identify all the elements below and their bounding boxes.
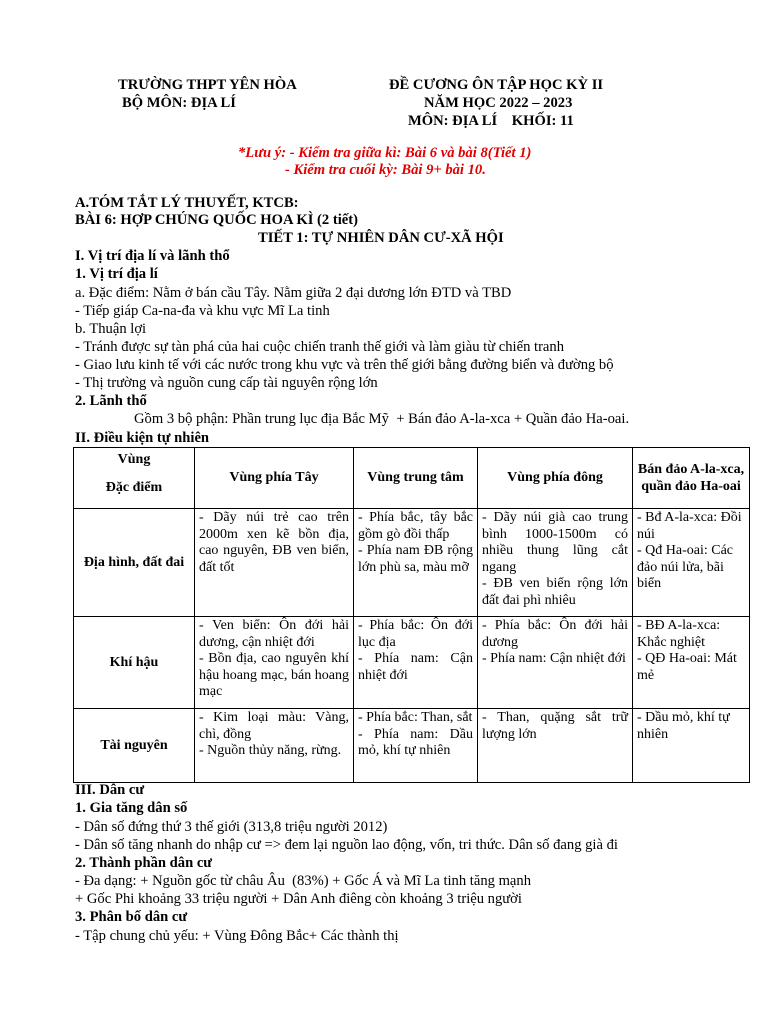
cell-line: - Nguồn thủy năng, rừng. bbox=[199, 743, 342, 758]
cell-line: - Phía bắc: Ôn đới hải dương bbox=[482, 618, 628, 650]
cell-line: - Phía bắc, tây bắc gồm gò đồi thấp bbox=[358, 510, 473, 542]
cell-line: - Bồn địa, cao nguyên khí hậu hoang mạc, bán hoang mạc bbox=[199, 651, 349, 699]
subsection-distribution: 3. Phân bố dân cư bbox=[75, 909, 188, 925]
column-header-central: Vùng trung tâm bbox=[354, 448, 478, 509]
cell-line: - Phía bắc: Ôn đới lục địa bbox=[358, 618, 473, 650]
table-cell bbox=[354, 709, 478, 783]
table-cell: - Than, quặng sắt trữ lượng lớn bbox=[478, 709, 633, 783]
paragraph-composition-1: - Đa dạng: + Nguồn gốc từ châu Âu (83%) + Gốc Á và Mĩ La tinh tăng mạnh bbox=[75, 873, 531, 889]
subsection-growth: 1. Gia tăng dân số bbox=[75, 800, 188, 816]
paragraph-advantage-1: - Tránh được sự tàn phá của hai cuộc chiến tranh thế giới và làm giàu từ chiến tranh bbox=[75, 339, 564, 355]
cell-line: - Ven biển: Ôn đới hải dương, cận nhiệt đới bbox=[199, 618, 349, 650]
table-row bbox=[74, 617, 750, 709]
row-header-resources: Tài nguyên bbox=[74, 709, 195, 783]
section-1-heading: I. Vị trí địa lí và lãnh thổ bbox=[75, 248, 230, 264]
corner-feature-label: Đặc điểm bbox=[105, 479, 163, 495]
cell-line: - Kim loại màu: Vàng, chì, đồng bbox=[199, 710, 349, 742]
column-header-alaska-hawaii: Bán đảo A-la-xca, quần đảo Ha-oai bbox=[633, 448, 750, 509]
paragraph-advantage-3: - Thị trường và nguồn cung cấp tài nguyên rộng lớn bbox=[75, 375, 378, 391]
cell-line: - Phía nam ĐB rộng lớn phù sa, màu mỡ bbox=[358, 543, 473, 575]
column-header-east: Vùng phía đông bbox=[478, 448, 633, 509]
cell-line: - Bđ A-la-xca: Đồi núi bbox=[637, 510, 742, 542]
paragraph-borders: - Tiếp giáp Ca-na-đa và khu vực Mĩ La tinh bbox=[75, 303, 330, 319]
cell-line: - BĐ A-la-xca: Khắc nghiệt bbox=[637, 618, 721, 650]
cell-line: - ĐB ven biển rộng lớn đất đai phì nhiêu bbox=[482, 576, 628, 608]
subsection-composition: 2. Thành phần dân cư bbox=[75, 855, 213, 871]
paragraph-composition-2: + Gốc Phi khoảng 33 triệu người + Dân Anh điêng còn khoảng 3 triệu người bbox=[75, 891, 522, 907]
paragraph-territory: Gồm 3 bộ phận: Phần trung lục địa Bắc Mỹ + Bán đảo A-la-xca + Quần đảo Ha-oai. bbox=[134, 411, 630, 427]
section-3-heading: III. Dân cư bbox=[75, 782, 145, 798]
table-cell bbox=[633, 509, 750, 617]
period-heading: TIẾT 1: TỰ NHIÊN DÂN CƯ-XÃ HỘI bbox=[258, 230, 504, 246]
paragraph-distribution: - Tập chung chủ yếu: + Vùng Đông Bắc+ Các thành thị bbox=[75, 928, 399, 944]
natural-conditions-table bbox=[73, 447, 750, 783]
cell-line: - Phía nam: Cận nhiệt đới bbox=[482, 651, 626, 666]
table-cell bbox=[195, 617, 354, 709]
table-cell bbox=[478, 509, 633, 617]
section-2-heading: II. Điều kiện tự nhiên bbox=[75, 430, 210, 446]
table-cell bbox=[195, 709, 354, 783]
corner-region-label: Vùng bbox=[117, 452, 151, 467]
column-header-west: Vùng phía Tây bbox=[195, 448, 354, 509]
school-name: TRƯỜNG THPT YÊN HÒA bbox=[118, 77, 297, 93]
table-cell: - Dãy núi trẻ cao trên 2000m xen kẽ bồn địa, cao nguyên, ĐB ven biển, đất tốt bbox=[195, 509, 354, 617]
table-header-row bbox=[74, 448, 750, 509]
table-cell bbox=[478, 617, 633, 709]
table-cell bbox=[633, 617, 750, 709]
table-row bbox=[74, 709, 750, 783]
cell-line: - Phía nam: Cận nhiệt đới bbox=[358, 651, 473, 683]
subsection-location: 1. Vị trí địa lí bbox=[75, 266, 158, 282]
note-final: - Kiểm tra cuối kỳ: Bài 9+ bài 10. bbox=[285, 162, 486, 178]
school-year: NĂM HỌC 2022 – 2023 bbox=[424, 95, 573, 111]
paragraph-advantage-2: - Giao lưu kinh tế với các nước trong khu vực và trên thế giới bằng đường biển và đường bộ bbox=[75, 357, 614, 373]
subject-grade: MÔN: ĐỊA LÍ KHỐI: 11 bbox=[408, 113, 574, 129]
cell-line: - Dãy núi già cao trung bình 1000-1500m có nhiều thung lũng cắt ngang bbox=[482, 510, 628, 575]
row-header-terrain: Địa hình, đất đai bbox=[74, 509, 195, 617]
note-midterm: *Lưu ý: - Kiểm tra giữa kì: Bài 6 và bài 8(Tiết 1) bbox=[238, 145, 532, 161]
table-cell bbox=[354, 617, 478, 709]
document-title: ĐỀ CƯƠNG ÔN TẬP HỌC KỲ II bbox=[389, 77, 604, 93]
table-cell: - Dầu mỏ, khí tự nhiên bbox=[633, 709, 750, 783]
table-corner-cell bbox=[74, 448, 195, 509]
row-header-climate: Khí hậu bbox=[74, 617, 195, 709]
cell-line: - QĐ Ha-oai: Mát mẻ bbox=[637, 651, 737, 683]
subsection-territory: 2. Lãnh thổ bbox=[75, 393, 147, 409]
section-a-heading: A.TÓM TẮT LÝ THUYẾT, KTCB: bbox=[75, 195, 299, 211]
paragraph-population-rank: - Dân số đứng thứ 3 thế giới (313,8 triệu người 2012) bbox=[75, 819, 388, 835]
table-row bbox=[74, 509, 750, 617]
department: BỘ MÔN: ĐỊA LÍ bbox=[122, 95, 236, 111]
lesson-heading: BÀI 6: HỢP CHÚNG QUỐC HOA KÌ (2 tiết) bbox=[75, 212, 358, 228]
cell-line: - Phía nam: Dầu mỏ, khí tự nhiên bbox=[358, 726, 473, 758]
cell-line: - Phía bắc: Than, sắt bbox=[358, 710, 473, 725]
paragraph-location-features: a. Đặc điểm: Nằm ở bán cầu Tây. Nằm giữa 2 đại dương lớn ĐTD và TBD bbox=[75, 285, 512, 301]
cell-line: - Qđ Ha-oai: Các đảo núi lửa, bãi biển bbox=[637, 543, 734, 591]
paragraph-population-growth: - Dân số tăng nhanh do nhập cư => đem lại nguồn lao động, vốn, tri thức. Dân số đang già đi bbox=[75, 837, 618, 853]
table-cell bbox=[354, 509, 478, 617]
paragraph-advantages-heading: b. Thuận lợi bbox=[75, 321, 147, 337]
